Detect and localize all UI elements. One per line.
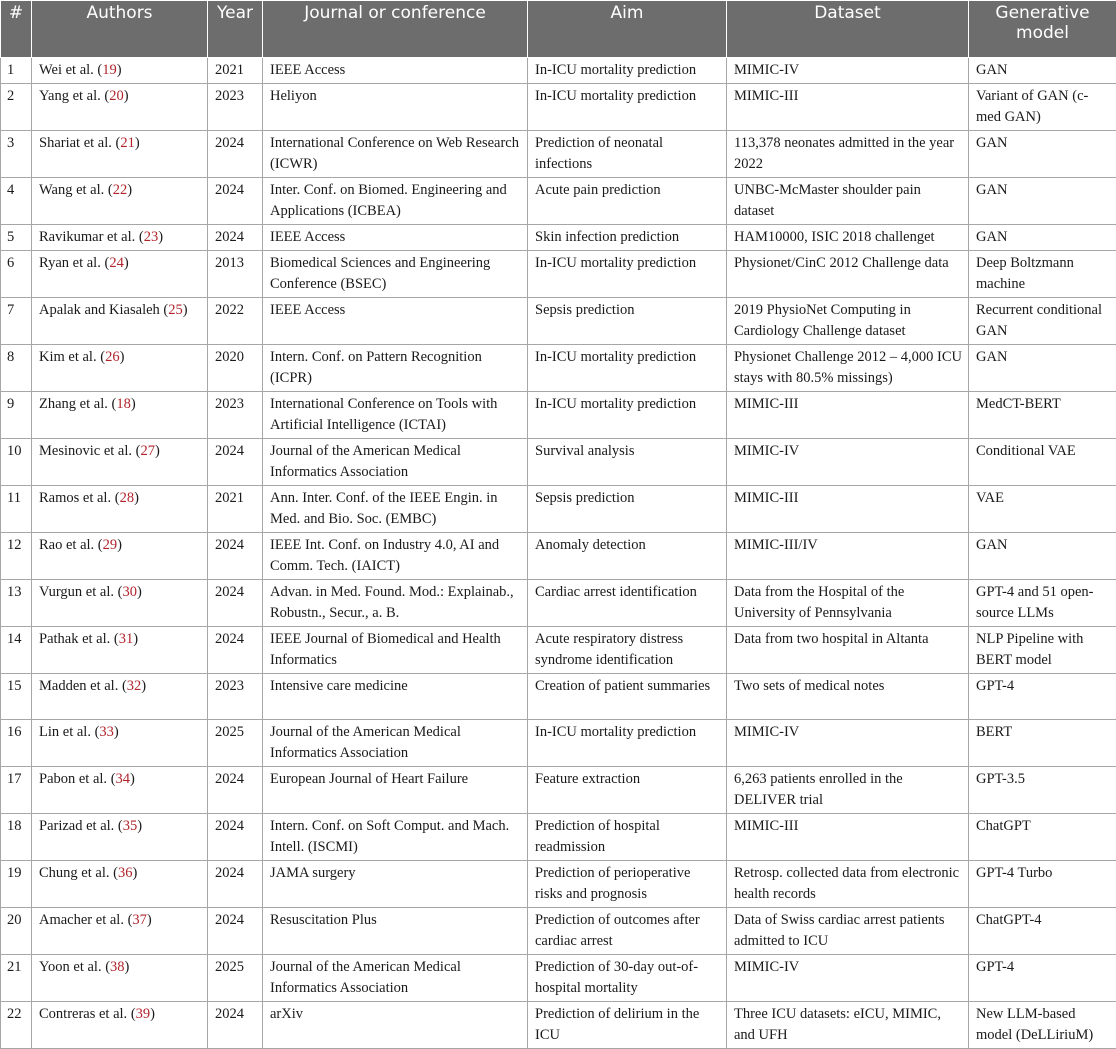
reference-link[interactable]: 21 <box>120 135 135 151</box>
table-row <box>1 533 1116 580</box>
model-cell: GPT-4 and 51 open-source LLMs <box>969 580 1116 627</box>
reference-link[interactable]: 32 <box>127 678 142 694</box>
author-cell: Ravikumar et al. (23) <box>32 225 208 251</box>
model-cell: GPT-4 <box>969 955 1116 1002</box>
author-cell: Pabon et al. (34) <box>32 767 208 814</box>
aim-cell: In-ICU mortality prediction <box>528 720 727 767</box>
aim-cell: In-ICU mortality prediction <box>528 251 727 298</box>
column-header-aim: Aim <box>528 1 727 58</box>
reference-link[interactable]: 38 <box>110 959 125 975</box>
year-cell: 2024 <box>208 580 263 627</box>
row-number: 17 <box>1 767 32 814</box>
table-body <box>1 58 1116 1049</box>
year-cell: 2024 <box>208 1002 263 1049</box>
author-name: Parizad et al. <box>39 818 114 834</box>
reference-link[interactable]: 29 <box>103 537 118 553</box>
row-number: 20 <box>1 908 32 955</box>
row-number: 4 <box>1 178 32 225</box>
aim-cell: In-ICU mortality prediction <box>528 345 727 392</box>
author-cell: Kim et al. (26) <box>32 345 208 392</box>
model-cell: ChatGPT <box>969 814 1116 861</box>
year-cell: 2024 <box>208 767 263 814</box>
venue-cell: Journal of the American Medical Informatics Association <box>263 955 528 1002</box>
aim-cell: Prediction of delirium in the ICU <box>528 1002 727 1049</box>
dataset-cell: MIMIC-IV <box>727 439 969 486</box>
year-cell: 2024 <box>208 225 263 251</box>
table-row <box>1 439 1116 486</box>
author-cell: Amacher et al. (37) <box>32 908 208 955</box>
reference-link[interactable]: 26 <box>105 349 120 365</box>
table-row <box>1 58 1116 84</box>
venue-cell: Intern. Conf. on Soft Comput. and Mach. Intell. (ISCMI) <box>263 814 528 861</box>
table-row <box>1 955 1116 1002</box>
aim-cell: In-ICU mortality prediction <box>528 58 727 84</box>
dataset-cell: 113,378 neonates admitted in the year 2022 <box>727 131 969 178</box>
venue-cell: Heliyon <box>263 84 528 131</box>
reference-link[interactable]: 30 <box>122 584 137 600</box>
year-cell: 2023 <box>208 674 263 720</box>
reference-link[interactable]: 25 <box>168 302 183 318</box>
table-row <box>1 392 1116 439</box>
author-cell: Lin et al. (33) <box>32 720 208 767</box>
author-name: Pabon et al. <box>39 771 107 787</box>
year-cell: 2023 <box>208 392 263 439</box>
aim-cell: Cardiac arrest identification <box>528 580 727 627</box>
year-cell: 2021 <box>208 58 263 84</box>
column-header-authors: Authors <box>32 1 208 58</box>
venue-cell: JAMA surgery <box>263 861 528 908</box>
model-cell: Deep Boltzmann machine <box>969 251 1116 298</box>
dataset-cell: 6,263 patients enrolled in the DELIVER trial <box>727 767 969 814</box>
column-header-year: Year <box>208 1 263 58</box>
author-cell: Ryan et al. (24) <box>32 251 208 298</box>
author-cell: Contreras et al. (39) <box>32 1002 208 1049</box>
author-name: Ravikumar et al. <box>39 229 135 245</box>
venue-cell: International Conference on Web Research (ICWR) <box>263 131 528 178</box>
row-number: 14 <box>1 627 32 674</box>
venue-cell: IEEE Journal of Biomedical and Health Informatics <box>263 627 528 674</box>
author-cell: Vurgun et al. (30) <box>32 580 208 627</box>
year-cell: 2020 <box>208 345 263 392</box>
row-number: 2 <box>1 84 32 131</box>
author-cell: Mesinovic et al. (27) <box>32 439 208 486</box>
venue-cell: Advan. in Med. Found. Mod.: Explainab., Robustn., Secur., a. B. <box>263 580 528 627</box>
dataset-cell: MIMIC-III/IV <box>727 533 969 580</box>
author-name: Ryan et al. <box>39 255 101 271</box>
row-number: 22 <box>1 1002 32 1049</box>
table-row <box>1 486 1116 533</box>
venue-cell: Intern. Conf. on Pattern Recognition (ICPR) <box>263 345 528 392</box>
reference-link[interactable]: 34 <box>116 771 131 787</box>
reference-link[interactable]: 31 <box>119 631 134 647</box>
author-name: Mesinovic et al. <box>39 443 132 459</box>
year-cell: 2021 <box>208 486 263 533</box>
author-cell: Parizad et al. (35) <box>32 814 208 861</box>
aim-cell: Skin infection prediction <box>528 225 727 251</box>
venue-cell: Resuscitation Plus <box>263 908 528 955</box>
dataset-cell: MIMIC-III <box>727 486 969 533</box>
year-cell: 2024 <box>208 627 263 674</box>
row-number: 6 <box>1 251 32 298</box>
author-name: Lin et al. <box>39 724 91 740</box>
model-cell: GAN <box>969 131 1116 178</box>
row-number: 21 <box>1 955 32 1002</box>
model-cell: Conditional VAE <box>969 439 1116 486</box>
aim-cell: Survival analysis <box>528 439 727 486</box>
aim-cell: Prediction of 30-day out-of-hospital mortality <box>528 955 727 1002</box>
author-cell: Ramos et al. (28) <box>32 486 208 533</box>
aim-cell: In-ICU mortality prediction <box>528 84 727 131</box>
author-name: Ramos et al. <box>39 490 111 506</box>
dataset-cell: 2019 PhysioNet Computing in Cardiology Challenge dataset <box>727 298 969 345</box>
dataset-cell: Data from two hospital in Altanta <box>727 627 969 674</box>
model-cell: GPT-4 Turbo <box>969 861 1116 908</box>
model-cell: GPT-3.5 <box>969 767 1116 814</box>
table-row <box>1 674 1116 720</box>
dataset-cell: MIMIC-III <box>727 84 969 131</box>
reference-link[interactable]: 35 <box>123 818 138 834</box>
row-number: 3 <box>1 131 32 178</box>
year-cell: 2024 <box>208 439 263 486</box>
aim-cell: Sepsis prediction <box>528 486 727 533</box>
author-cell: Zhang et al. (18) <box>32 392 208 439</box>
venue-cell: IEEE Access <box>263 298 528 345</box>
aim-cell: Acute pain prediction <box>528 178 727 225</box>
author-name: Kim et al. <box>39 349 97 365</box>
reference-link[interactable]: 23 <box>144 229 159 245</box>
table-row <box>1 908 1116 955</box>
author-name: Yang et al. <box>39 88 101 104</box>
year-cell: 2025 <box>208 955 263 1002</box>
reference-link[interactable]: 36 <box>118 865 133 881</box>
author-cell: Pathak et al. (31) <box>32 627 208 674</box>
author-name: Pathak et al. <box>39 631 110 647</box>
author-cell: Madden et al. (32) <box>32 674 208 720</box>
reference-link[interactable]: 20 <box>109 88 124 104</box>
dataset-cell: Two sets of medical notes <box>727 674 969 720</box>
model-cell: NLP Pipeline with BERT model <box>969 627 1116 674</box>
venue-cell: Intensive care medicine <box>263 674 528 720</box>
year-cell: 2013 <box>208 251 263 298</box>
aim-cell: Prediction of neonatal infections <box>528 131 727 178</box>
author-name: Wei et al. <box>39 62 94 78</box>
author-name: Vurgun et al. <box>39 584 114 600</box>
aim-cell: Sepsis prediction <box>528 298 727 345</box>
aim-cell: Anomaly detection <box>528 533 727 580</box>
header-row <box>1 1 1116 58</box>
row-number: 16 <box>1 720 32 767</box>
reference-link[interactable]: 39 <box>136 1006 151 1022</box>
venue-cell: IEEE Int. Conf. on Industry 4.0, AI and Comm. Tech. (IAICT) <box>263 533 528 580</box>
reference-link[interactable]: 28 <box>120 490 135 506</box>
dataset-cell: HAM10000, ISIC 2018 challenget <box>727 225 969 251</box>
table-row <box>1 131 1116 178</box>
author-name: Shariat et al. <box>39 135 112 151</box>
author-cell: Wei et al. (19) <box>32 58 208 84</box>
table-row <box>1 298 1116 345</box>
year-cell: 2024 <box>208 533 263 580</box>
table-row <box>1 345 1116 392</box>
table-row <box>1 178 1116 225</box>
dataset-cell: UNBC-McMaster shoulder pain dataset <box>727 178 969 225</box>
venue-cell: Biomedical Sciences and Engineering Conference (BSEC) <box>263 251 528 298</box>
model-cell: GAN <box>969 345 1116 392</box>
venue-cell: IEEE Access <box>263 58 528 84</box>
author-cell: Apalak and Kiasaleh (25) <box>32 298 208 345</box>
column-header-number: # <box>1 1 32 58</box>
aim-cell: Feature extraction <box>528 767 727 814</box>
year-cell: 2025 <box>208 720 263 767</box>
reference-link[interactable]: 33 <box>99 724 114 740</box>
reference-link[interactable]: 22 <box>113 182 128 198</box>
dataset-cell: MIMIC-IV <box>727 720 969 767</box>
column-header-dataset: Dataset <box>727 1 969 58</box>
model-cell: Recurrent conditional GAN <box>969 298 1116 345</box>
reference-link[interactable]: 18 <box>116 396 131 412</box>
venue-cell: European Journal of Heart Failure <box>263 767 528 814</box>
author-cell: Wang et al. (22) <box>32 178 208 225</box>
table-row <box>1 1002 1116 1049</box>
row-number: 8 <box>1 345 32 392</box>
year-cell: 2023 <box>208 84 263 131</box>
reference-link[interactable]: 19 <box>102 62 117 78</box>
dataset-cell: Three ICU datasets: eICU, MIMIC, and UFH <box>727 1002 969 1049</box>
row-number: 19 <box>1 861 32 908</box>
model-cell: GPT-4 <box>969 674 1116 720</box>
aim-cell: Acute respiratory distress syndrome identification <box>528 627 727 674</box>
year-cell: 2022 <box>208 298 263 345</box>
row-number: 5 <box>1 225 32 251</box>
table-row <box>1 225 1116 251</box>
model-cell: Variant of GAN (c-med GAN) <box>969 84 1116 131</box>
model-cell: GAN <box>969 178 1116 225</box>
row-number: 1 <box>1 58 32 84</box>
model-cell: New LLM-based model (DeLLiriuM) <box>969 1002 1116 1049</box>
model-cell: VAE <box>969 486 1116 533</box>
author-cell: Chung et al. (36) <box>32 861 208 908</box>
table-row <box>1 720 1116 767</box>
author-name: Madden et al. <box>39 678 118 694</box>
aim-cell: Prediction of perioperative risks and prognosis <box>528 861 727 908</box>
author-name: Yoon et al. <box>39 959 102 975</box>
table-row <box>1 251 1116 298</box>
column-header-venue: Journal or conference <box>263 1 528 58</box>
model-cell: MedCT-BERT <box>969 392 1116 439</box>
year-cell: 2024 <box>208 908 263 955</box>
reference-link[interactable]: 37 <box>132 912 147 928</box>
aim-cell: Creation of patient summaries <box>528 674 727 720</box>
venue-cell: Journal of the American Medical Informatics Association <box>263 439 528 486</box>
venue-cell: International Conference on Tools with Artificial Intelligence (ICTAI) <box>263 392 528 439</box>
row-number: 7 <box>1 298 32 345</box>
dataset-cell: MIMIC-IV <box>727 58 969 84</box>
venue-cell: arXiv <box>263 1002 528 1049</box>
reference-link[interactable]: 27 <box>141 443 156 459</box>
author-cell: Shariat et al. (21) <box>32 131 208 178</box>
reference-link[interactable]: 24 <box>109 255 124 271</box>
row-number: 15 <box>1 674 32 720</box>
dataset-cell: Physionet/CinC 2012 Challenge data <box>727 251 969 298</box>
dataset-cell: MIMIC-IV <box>727 955 969 1002</box>
aim-cell: Prediction of outcomes after cardiac arrest <box>528 908 727 955</box>
year-cell: 2024 <box>208 861 263 908</box>
author-cell: Rao et al. (29) <box>32 533 208 580</box>
table-row <box>1 814 1116 861</box>
dataset-cell: MIMIC-III <box>727 814 969 861</box>
author-name: Rao et al. <box>39 537 94 553</box>
author-name: Chung et al. <box>39 865 109 881</box>
column-header-model: Generative model <box>969 1 1116 58</box>
row-number: 18 <box>1 814 32 861</box>
year-cell: 2024 <box>208 178 263 225</box>
aim-cell: Prediction of hospital readmission <box>528 814 727 861</box>
author-name: Amacher et al. <box>39 912 124 928</box>
dataset-cell: Data of Swiss cardiac arrest patients admitted to ICU <box>727 908 969 955</box>
row-number: 10 <box>1 439 32 486</box>
aim-cell: In-ICU mortality prediction <box>528 392 727 439</box>
model-cell: GAN <box>969 225 1116 251</box>
author-name: Contreras et al. <box>39 1006 127 1022</box>
dataset-cell: MIMIC-III <box>727 392 969 439</box>
row-number: 11 <box>1 486 32 533</box>
table-row <box>1 861 1116 908</box>
table-row <box>1 627 1116 674</box>
year-cell: 2024 <box>208 814 263 861</box>
model-cell: GAN <box>969 533 1116 580</box>
venue-cell: IEEE Access <box>263 225 528 251</box>
table-row <box>1 580 1116 627</box>
venue-cell: Ann. Inter. Conf. of the IEEE Engin. in Med. and Bio. Soc. (EMBC) <box>263 486 528 533</box>
dataset-cell: Retrosp. collected data from electronic health records <box>727 861 969 908</box>
dataset-cell: Data from the Hospital of the University of Pennsylvania <box>727 580 969 627</box>
row-number: 9 <box>1 392 32 439</box>
author-cell: Yang et al. (20) <box>32 84 208 131</box>
venue-cell: Inter. Conf. on Biomed. Engineering and Applications (ICBEA) <box>263 178 528 225</box>
year-cell: 2024 <box>208 131 263 178</box>
table-row <box>1 767 1116 814</box>
author-name: Wang et al. <box>39 182 104 198</box>
author-name: Apalak and Kiasaleh <box>39 302 160 318</box>
dataset-cell: Physionet Challenge 2012 – 4,000 ICU stays with 80.5% missings) <box>727 345 969 392</box>
row-number: 12 <box>1 533 32 580</box>
model-cell: ChatGPT-4 <box>969 908 1116 955</box>
model-cell: GAN <box>969 58 1116 84</box>
row-number: 13 <box>1 580 32 627</box>
author-name: Zhang et al. <box>39 396 108 412</box>
venue-cell: Journal of the American Medical Informatics Association <box>263 720 528 767</box>
author-cell: Yoon et al. (38) <box>32 955 208 1002</box>
model-cell: BERT <box>969 720 1116 767</box>
table-row <box>1 84 1116 131</box>
